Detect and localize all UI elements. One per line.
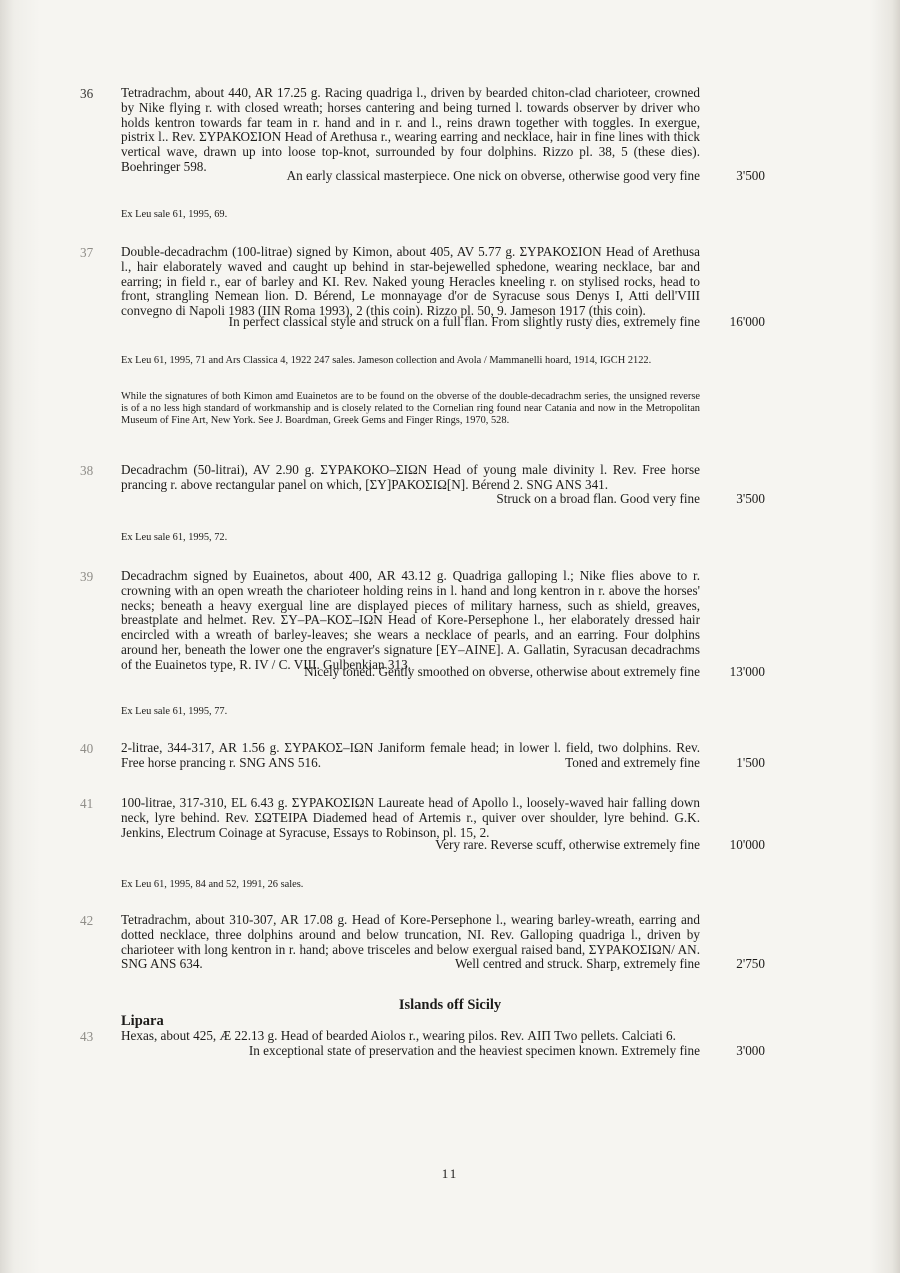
lot-number: 36 (80, 86, 94, 101)
lot-price: 3'500 (736, 168, 765, 183)
lot-description: Decadrachm (50-litrai), AV 2.90 g. ΣΥΡΑΚΟΚΟ–ΣΙΩΝ Head of young male divinity l. Rev. Free horse prancing r. above rectangular panel on which, [ΣΥ]ΡΑΚΟΣΙΩ[Ν]. Bérend 2. SNG ANS 341. (121, 462, 700, 492)
lot-price: 1'500 (736, 755, 765, 770)
lot-grade: Well centred and struck. Sharp, extremely fine (454, 956, 700, 971)
lot-grade: Very rare. Reverse scuff, otherwise extremely fine (435, 837, 700, 852)
lot-number: 42 (80, 913, 94, 928)
lot-price: 3'500 (736, 491, 765, 506)
lot-grade: An early classical masterpiece. One nick on obverse, otherwise good very fine (286, 168, 700, 183)
section-subtitle: Lipara (121, 1013, 164, 1029)
lot-description: Double-decadrachm (100-litrae) signed by Kimon, about 405, AV 5.77 g. ΣΥΡΑΚΟΣΙΟΝ Head of Arethusa l., hair elaborately waved and caught up behind in star-bejewelled sphedone, wearing necklace, bar and earring; in field r., ear of barley and KI. Rev. Naked young Heracles kneeling r. on stylised rocks, head to front, strangling Nemean lion. D. Bérend, Le monnayage d'or de Syracuse sous Denys I, Atti dell'VIII convegno di Napoli 1983 (IIN Roma 1993), 2 (this coin). Rizzo pl. 50, 9. Jameson 1917 (this coin). (121, 244, 700, 319)
lot-price: 10'000 (729, 837, 765, 852)
lot-price: 16'000 (729, 314, 765, 329)
lot-grade: Nicely toned. Gently smoothed on obverse, otherwise about extremely fine (304, 664, 700, 679)
lot-provenance-note: Ex Leu 61, 1995, 84 and 52, 1991, 26 sales. (121, 879, 304, 890)
lot-description: Tetradrachm, about 310-307, AR 17.08 g. Head of Kore-Persephone l., wearing barley-wreath, earring and dotted necklace, three dolphins around and below truncation, NI. Rev. Galloping quadriga l., driven by charioteer with long kentron in r. hand; above trisceles and below exergual raised band, ΣΥΡΑΚΟΣΙΩΝ/ ΑΝ. SNG ANS 634. (121, 912, 700, 972)
lot-price: 2'750 (736, 956, 765, 971)
lot-description: 2-litrae, 344-317, AR 1.56 g. ΣΥΡΑΚΟΣ–ΙΩΝ Janiform female head; in lower l. field, two dolphins. Rev. Free horse prancing r. SNG ANS 516. (121, 740, 700, 770)
lot-description: 100-litrae, 317-310, EL 6.43 g. ΣΥΡΑΚΟΣΙΩΝ Laureate head of Apollo l., loosely-waved hair falling down neck, lyre behind. Rev. ΣΩΤΕΙΡΑ Diademed head of Artemis r., quiver over shoulder, lyre behind. G.K. Jenkins, Electrum Coinage at Syracuse, Essays to Robinson, pl. 15, 2. (121, 795, 700, 840)
lot-description: Decadrachm signed by Euainetos, about 400, AR 43.12 g. Quadriga galloping l.; Nike flies above to r. crowning with an open wreath the charioteer holding reins in l. hand and long kentron in r. above the horses' necks; beneath a heavy exergual line are displayed pieces of military harness, such as shield, greaves, breastplate and helmet. Rev. ΣΥ–ΡΑ–ΚΟΣ–ΙΩΝ Head of Kore-Persephone l., her elaborately dressed hair encircled with a wreath of barley-leaves; she wears a necklace of pearls, and an earring. Four dolphins around her, beneath the lower one the engraver's signature [ΕΥ–ΑΙΝΕ]. A. Gallatin, Syracusan decadrachms of the Euainetos type, R. IV / C. VIII. Gulbenkian 313. (121, 568, 700, 672)
section-title: Islands off Sicily (398, 997, 502, 1013)
lot-grade: In perfect classical style and struck on a full flan. From slightly rusty dies, extremely fine (228, 314, 700, 329)
lot-number: 38 (80, 463, 94, 478)
lot-number: 40 (80, 741, 94, 756)
lot-price: 3'000 (736, 1043, 765, 1058)
lot-number: 43 (80, 1029, 94, 1044)
lot-provenance-note: Ex Leu sale 61, 1995, 72. (121, 532, 228, 543)
lot-grade: Toned and extremely fine (565, 755, 700, 770)
lot-description: Hexas, about 425, Æ 22.13 g. Head of bearded Aiolos r., wearing pilos. Rev. ΑΙΠ Two pellets. Calciati 6. (121, 1028, 676, 1043)
lot-provenance-note: Ex Leu sale 61, 1995, 69. (121, 209, 228, 220)
lot-grade: In exceptional state of preservation and the heaviest specimen known. Extremely fine (248, 1043, 700, 1058)
page-number: 11 (441, 1166, 459, 1181)
lot-number: 41 (80, 796, 94, 811)
lot-commentary-note: While the signatures of both Kimon amd Euainetos are to be found on the obverse of the double-decadrachm series, the unsigned reverse is of a no less high standard of workmanship and is closely related to the Cornelian ring found near Catania and now in the Metropolitan Museum of Fine Art, New York. See J. Boardman, Greek Gems and Finger Rings, 1970, 528. (121, 391, 700, 426)
lot-grade: Struck on a broad flan. Good very fine (496, 491, 700, 506)
lot-provenance-note: Ex Leu 61, 1995, 71 and Ars Classica 4, 1922 247 sales. Jameson collection and Avola / Mammanelli hoard, 1914, IGCH 2122. (121, 355, 652, 366)
lot-provenance-note: Ex Leu sale 61, 1995, 77. (121, 706, 228, 717)
lot-number: 39 (80, 569, 94, 584)
lot-description: Tetradrachm, about 440, AR 17.25 g. Racing quadriga l., driven by bearded chiton-clad charioteer, crowned by Nike flying r. with closed wreath; horses cantering and being turned l. towards observer by driver who holds kentron towards far team in r. hand and in r. and l., reins drawn together with toggles. In exergue, pistrix l.. Rev. ΣΥΡΑΚΟΣΙΟΝ Head of Arethusa r., wearing earring and necklace, hair in fine lines with thick vertical wave, drawn up into loose top-knot, surrounded by four dolphins. Rizzo pl. 38, 5 (these dies). Boehringer 598. (121, 85, 700, 174)
lot-number: 37 (80, 245, 94, 260)
lot-price: 13'000 (729, 664, 765, 679)
